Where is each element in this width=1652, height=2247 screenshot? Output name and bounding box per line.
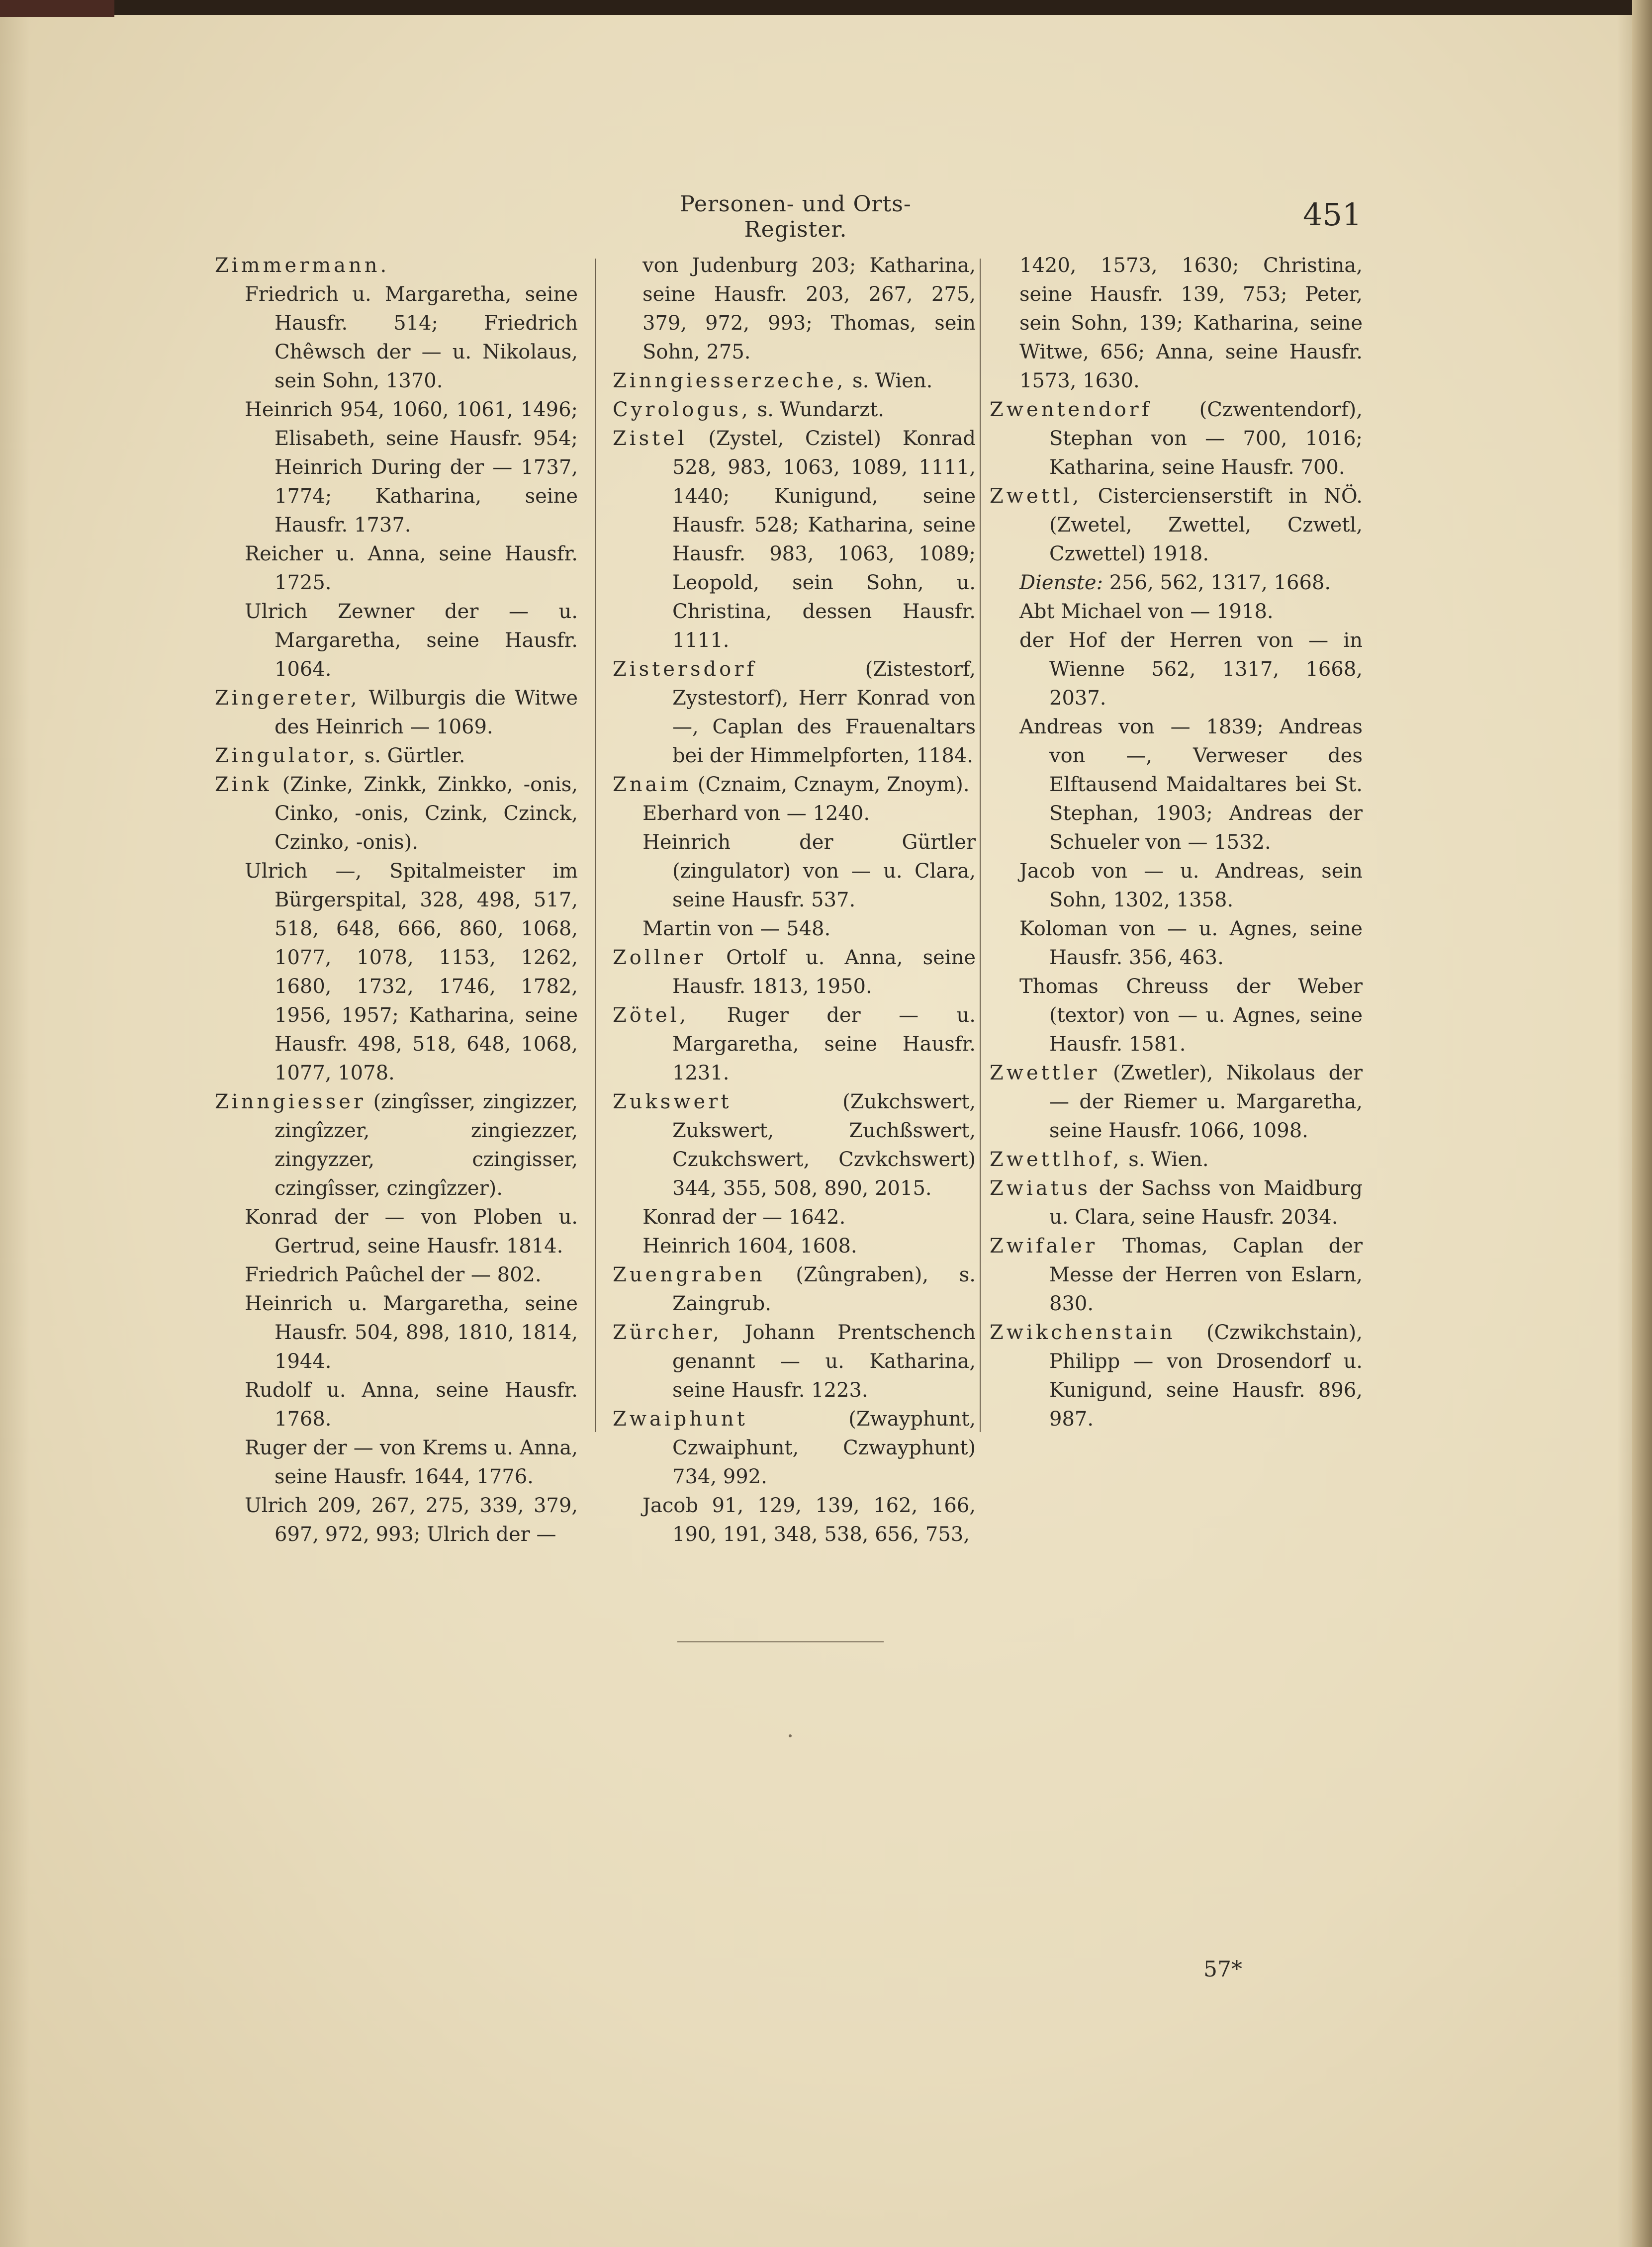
entry-text: Thomas Chreuss der Weber (textor) von — u. Agnes, seine Hausfr. 1581. <box>1019 975 1363 1056</box>
end-rule <box>677 1641 884 1642</box>
index-entry <box>613 770 976 799</box>
entry-text: (Zwayphunt, Czwaiphunt, Czwayphunt) 734, 992. <box>672 1408 976 1488</box>
index-subentry <box>990 713 1363 857</box>
entry-text: Andreas von — 1839; Andreas von —, Verweser des Elftausend Maidaltares bei St. Stephan, 1903; Andreas der Schueler von — 1532. <box>1019 716 1363 854</box>
headword: Zukswert <box>613 1090 732 1113</box>
entry-text: Ulrich Zewner der — u. Margaretha, seine Hausfr. 1064. <box>245 600 578 681</box>
entry-text: s. Wundarzt. <box>750 398 885 421</box>
headword: Zingulator, <box>215 744 358 767</box>
binding-shadow <box>0 0 30 2247</box>
headword: Zwikchenstain <box>990 1321 1176 1344</box>
entry-text: Cistercienserstift in NÖ. (Zwetel, Zwettel, Czwetl, Czwettel) 1918. <box>1049 485 1363 565</box>
entry-text: (Cznaim, Cznaym, Znoym). <box>691 773 970 796</box>
headword: Zwentendorf <box>990 398 1152 421</box>
column-rule <box>980 259 981 1432</box>
entry-text: (Zûngraben), s. Zaingrub. <box>672 1263 976 1315</box>
entry-text: (Zwetler), Nikolaus der — der Riemer u. Margaretha, seine Hausfr. 1066, 1098. <box>1049 1062 1363 1142</box>
headword: Zink <box>215 773 272 796</box>
register-column-2 <box>613 251 976 1549</box>
entry-text: (Zystel, Czistel) Konrad 528, 983, 1063, 1089, 1111, 1440; Kunigund, seine Hausfr. 528; Katharina, seine Hausfr. 983, 1063, 1089; Leopold, sein Sohn, u. Christina, dessen Hausfr. 1111. <box>672 427 976 652</box>
index-entry <box>215 1087 578 1203</box>
entry-text: Ruger der — von Krems u. Anna, seine Hausfr. 1644, 1776. <box>245 1437 578 1488</box>
entry-text: Johann Prentschench genannt — u. Katharina, seine Hausfr. 1223. <box>672 1321 976 1402</box>
entry-text: s. Wien. <box>846 369 933 392</box>
index-subentry <box>215 1376 578 1434</box>
edge-shadow <box>1617 0 1632 2247</box>
entry-text: Heinrich 1604, 1608. <box>642 1235 857 1258</box>
entry-text: Martin von — 548. <box>642 917 831 940</box>
index-subentry <box>990 626 1363 713</box>
headword: Znaim <box>613 773 692 796</box>
entry-text: Rudolf u. Anna, seine Hausfr. 1768. <box>245 1379 578 1431</box>
entry-text: Abt Michael von — 1918. <box>1019 600 1274 623</box>
index-subentry <box>215 1491 578 1549</box>
index-subentry <box>613 914 976 943</box>
index-subentry <box>613 799 976 828</box>
entry-text: 1420, 1573, 1630; Christina, seine Hausfr. 139, 753; Peter, sein Sohn, 139; Katharina, seine Witwe, 656; Anna, seine Hausfr. 1573, 1630. <box>1019 254 1363 392</box>
entry-text: s. Wien. <box>1122 1148 1209 1171</box>
entry-text: der Sachss von Maidburg u. Clara, seine Hausfr. 2034. <box>1049 1177 1363 1229</box>
index-entry <box>613 395 976 424</box>
page-edge <box>1632 0 1652 2247</box>
entry-text: Ruger der — u. Margaretha, seine Hausfr. 1231. <box>672 1004 976 1084</box>
index-entry <box>215 770 578 857</box>
index-entry <box>990 395 1363 482</box>
index-entry <box>990 1232 1363 1318</box>
headword: Zötel, <box>613 1004 689 1027</box>
entry-text: Ortolf u. Anna, seine Hausfr. 1813, 1950. <box>672 946 976 998</box>
register-column-3 <box>990 251 1363 1434</box>
entry-text: Wilburgis die Witwe des Heinrich — 1069. <box>275 687 578 738</box>
category-label: Dienste: <box>1019 571 1103 594</box>
index-subentry <box>613 1232 976 1260</box>
entry-text: Konrad der — 1642. <box>642 1206 846 1229</box>
entry-text: Reicher u. Anna, seine Hausfr. 1725. <box>245 542 578 594</box>
index-subentry <box>215 1289 578 1376</box>
entry-text: Eberhard von — 1240. <box>642 802 870 825</box>
headword: Zwettler <box>990 1062 1100 1084</box>
index-subentry <box>990 568 1363 597</box>
index-entry <box>990 1145 1363 1174</box>
index-entry <box>613 1318 976 1405</box>
headword: Zistel <box>613 427 687 450</box>
index-entry <box>613 366 976 395</box>
entry-text: Jacob 91, 129, 139, 162, 166, 190, 191, 348, 538, 656, 753, <box>642 1494 976 1546</box>
index-subentry <box>990 857 1363 914</box>
index-entry <box>990 1059 1363 1145</box>
index-continuation <box>613 251 976 366</box>
headword: Zwettlhof, <box>990 1148 1122 1171</box>
entry-text: (zingîsser, zingizzer, zingîzzer, zingiezzer, zingyzzer, czingisser, czingîsser, czingîzzer). <box>275 1090 578 1200</box>
entry-text: (Czwentendorf), Stephan von — 700, 1016; Katharina, seine Hausfr. 700. <box>1049 398 1363 479</box>
headword: Zwaiphunt <box>613 1408 748 1431</box>
index-subentry <box>990 914 1363 972</box>
entry-text: Thomas, Caplan der Messe der Herren von Eslarn, 830. <box>1049 1235 1363 1315</box>
index-subentry <box>215 597 578 684</box>
index-subentry <box>215 1203 578 1260</box>
index-subentry <box>613 828 976 914</box>
headword: Zuengraben <box>613 1263 765 1286</box>
index-subentry <box>215 857 578 1087</box>
index-entry <box>215 684 578 741</box>
entry-text: Konrad der — von Ploben u. Gertrud, seine Hausfr. 1814. <box>245 1206 578 1258</box>
index-entry <box>990 1318 1363 1434</box>
speck <box>789 1734 792 1737</box>
headword: Zürcher, <box>613 1321 722 1344</box>
entry-text: Heinrich u. Margaretha, seine Hausfr. 504, 898, 1810, 1814, 1944. <box>245 1292 578 1373</box>
index-entry <box>613 1260 976 1318</box>
index-entry <box>613 943 976 1001</box>
entry-text: (Zinke, Zinkk, Zinkko, -onis, Cinko, -onis, Czink, Czinck, Czinko, -onis). <box>272 773 578 854</box>
headword: Zwifaler <box>990 1235 1098 1258</box>
entry-text: Jacob von — u. Andreas, sein Sohn, 1302, 1358. <box>1019 860 1363 911</box>
index-entry <box>613 1405 976 1491</box>
headword: Zwettl, <box>990 485 1082 508</box>
index-subentry <box>215 280 578 395</box>
index-subentry <box>990 597 1363 626</box>
index-entry <box>613 424 976 655</box>
entry-text: (Zistestorf, Zystestorf), Herr Konrad von —, Caplan des Frauenaltars bei der Himmelpforten, 1184. <box>672 658 976 767</box>
page-number: 451 <box>1303 196 1362 233</box>
headword: Zollner <box>613 946 707 969</box>
column-rule <box>595 259 596 1432</box>
entry-text: Heinrich 954, 1060, 1061, 1496; Elisabeth, seine Hausfr. 954; Heinrich During der — 1737, 1774; Katharina, seine Hausfr. 1737. <box>245 398 578 537</box>
entry-text: (Czwikchstain), Philipp — von Drosendorf u. Kunigund, seine Hausfr. 896, 987. <box>1049 1321 1363 1431</box>
entry-text: s. Gürtler. <box>358 744 465 767</box>
entry-text: 256, 562, 1317, 1668. <box>1103 571 1331 594</box>
headword: Cyrologus, <box>613 398 751 421</box>
entry-text: von Judenburg 203; Katharina, seine Hausfr. 203, 267, 275, 379, 972, 993; Thomas, sein Sohn, 275. <box>642 254 976 363</box>
entry-text: der Hof der Herren von — in Wienne 562, 1317, 1668, 2037. <box>1019 629 1363 710</box>
index-subentry <box>215 1434 578 1491</box>
index-subentry <box>215 539 578 597</box>
headword: Zimmermann. <box>215 254 390 277</box>
register-column-1 <box>215 251 578 1549</box>
entry-text: Ulrich 209, 267, 275, 339, 379, 697, 972, 993; Ulrich der — <box>245 1494 578 1546</box>
headword: Zinngiesser <box>215 1090 367 1113</box>
signature-mark: 57* <box>1203 1957 1242 1982</box>
index-continuation <box>990 251 1363 395</box>
binding-mark <box>0 0 114 17</box>
index-entry <box>990 482 1363 568</box>
index-subentry <box>613 1203 976 1232</box>
headword: Zingereter, <box>215 687 360 710</box>
index-entry <box>613 1087 976 1203</box>
index-entry <box>613 1001 976 1087</box>
headword: Zinngiesserzeche, <box>613 369 846 392</box>
headword: Zistersdorf <box>613 658 757 681</box>
entry-text: Koloman von — u. Agnes, seine Hausfr. 356, 463. <box>1019 917 1363 969</box>
entry-text: Friedrich Paûchel der — 802. <box>245 1263 542 1286</box>
entry-text: Friedrich u. Margaretha, seine Hausfr. 514; Friedrich Chêwsch der — u. Nikolaus, sein Sohn, 1370. <box>245 283 578 392</box>
index-entry <box>215 741 578 770</box>
index-entry <box>990 1174 1363 1232</box>
entry-text: Ulrich —, Spitalmeister im Bürgerspital, 328, 498, 517, 518, 648, 666, 860, 1068, 1077, 1078, 1153, 1262, 1680, 1732, 1746, 1782, 1956, 1957; Katharina, seine Hausfr. 498, 518, 648, 1068, 1077, 1078. <box>245 860 578 1084</box>
running-head: Personen- und Orts-Register. <box>680 191 912 242</box>
index-subentry <box>990 972 1363 1059</box>
headword: Zwiatus <box>990 1177 1091 1200</box>
index-entry <box>215 251 578 280</box>
index-subentry <box>215 1260 578 1289</box>
index-entry <box>613 655 976 770</box>
index-subentry <box>613 1491 976 1549</box>
index-subentry <box>215 395 578 539</box>
entry-text: (Zukchswert, Zukswert, Zuchßswert, Czukchswert, Czvkchswert) 344, 355, 508, 890, 2015. <box>672 1090 976 1200</box>
top-edge <box>0 0 1652 15</box>
entry-text: Heinrich der Gürtler (zingulator) von — u. Clara, seine Hausfr. 537. <box>642 831 976 911</box>
